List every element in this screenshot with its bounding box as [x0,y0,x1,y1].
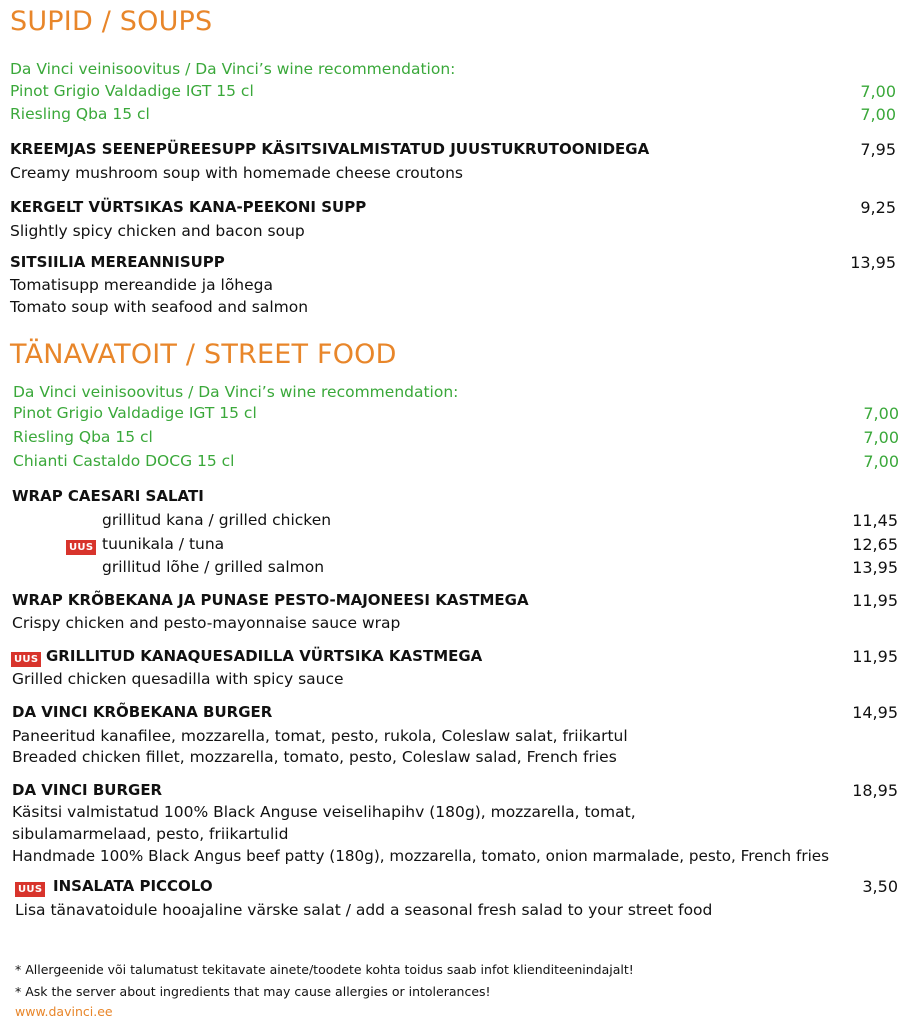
dish-description: Handmade 100% Black Angus beef patty (180g), mozzarella, tomato, onion marmalade, pesto, French fries [12,847,830,865]
wine-price: 7,00 [863,404,899,423]
dish-name: KERGELT VÜRTSIKAS KANA-PEEKONI SUPP [10,198,367,216]
new-badge: UUS [66,537,99,556]
dish-price: 9,25 [860,198,896,217]
dish-description: sibulamarmelaad, pesto, friikartulid [12,825,289,843]
dish-name: WRAP CAESARI SALATI [12,487,204,505]
dish-description: Breaded chicken fillet, mozzarella, tomato, pesto, Coleslaw salad, French fries [12,748,617,766]
wine-recommendation-header: Da Vinci veinisoovitus / Da Vinci’s wine recommendation: [10,60,456,78]
dish-price: 13,95 [850,253,896,272]
wine-name: Chianti Castaldo DOCG 15 cl [13,452,235,470]
allergen-note: * Ask the server about ingredients that may cause allergies or intolerances! [15,984,491,999]
section-title-street-food: TÄNAVATOIT / STREET FOOD [10,339,397,370]
dish-description: Lisa tänavatoidule hooajaline värske salat / add a seasonal fresh salad to your street food [15,901,713,919]
section-title-soups: SUPID / SOUPS [10,6,213,37]
dish-price: 11,95 [852,647,898,666]
allergen-note: * Allergeenide või talumatust tekitavate ainete/toodete kohta toidus saab infot klienditeenindajalt! [15,962,634,977]
wine-name: Pinot Grigio Valdadige IGT 15 cl [10,82,254,100]
website-link[interactable]: www.davinci.ee [15,1004,113,1019]
dish-name: GRILLITUD KANAQUESADILLA VÜRTSIKA KASTMEGA [46,647,483,665]
dish-name: INSALATA PICCOLO [53,877,213,895]
dish-description: Grilled chicken quesadilla with spicy sauce [12,670,344,688]
dish-description: Tomatisupp mereandide ja lõhega [10,276,273,294]
dish-option-price: 12,65 [852,535,898,554]
dish-name: WRAP KRÕBEKANA JA PUNASE PESTO-MAJONEESI KASTMEGA [12,591,529,609]
wine-recommendation-header: Da Vinci veinisoovitus / Da Vinci’s wine recommendation: [13,383,459,401]
dish-description: Slightly spicy chicken and bacon soup [10,222,305,240]
dish-option-price: 13,95 [852,558,898,577]
dish-description: Tomato soup with seafood and salmon [10,298,309,316]
new-badge: UUS [15,879,48,898]
dish-price: 11,95 [852,591,898,610]
wine-name: Pinot Grigio Valdadige IGT 15 cl [13,404,257,422]
wine-name: Riesling Qba 15 cl [10,105,150,123]
dish-price: 7,95 [860,140,896,159]
dish-name: DA VINCI KRÕBEKANA BURGER [12,703,273,721]
wine-price: 7,00 [860,82,896,101]
wine-name: Riesling Qba 15 cl [13,428,153,446]
dish-price: 14,95 [852,703,898,722]
wine-price: 7,00 [863,452,899,471]
new-badge: UUS [11,649,44,668]
dish-option-label: grillitud kana / grilled chicken [102,511,332,529]
dish-name: DA VINCI BURGER [12,781,163,799]
dish-price: 3,50 [862,877,898,896]
dish-option-price: 11,45 [852,511,898,530]
wine-price: 7,00 [863,428,899,447]
dish-description: Paneeritud kanafilee, mozzarella, tomat, pesto, rukola, Coleslaw salat, friikartul [12,727,628,745]
dish-description: Crispy chicken and pesto-mayonnaise sauce wrap [12,614,401,632]
wine-price: 7,00 [860,105,896,124]
dish-option-label: grillitud lõhe / grilled salmon [102,558,325,576]
dish-description: Käsitsi valmistatud 100% Black Anguse veiselihapihv (180g), mozzarella, tomat, [12,803,636,821]
dish-name: KREEMJAS SEENEPÜREESUPP KÄSITSIVALMISTATUD JUUSTUKRUTOONIDEGA [10,140,650,158]
dish-description: Creamy mushroom soup with homemade cheese croutons [10,164,464,182]
dish-price: 18,95 [852,781,898,800]
dish-name: SITSIILIA MEREANNISUPP [10,253,225,271]
dish-option-label: tuunikala / tuna [102,535,225,553]
